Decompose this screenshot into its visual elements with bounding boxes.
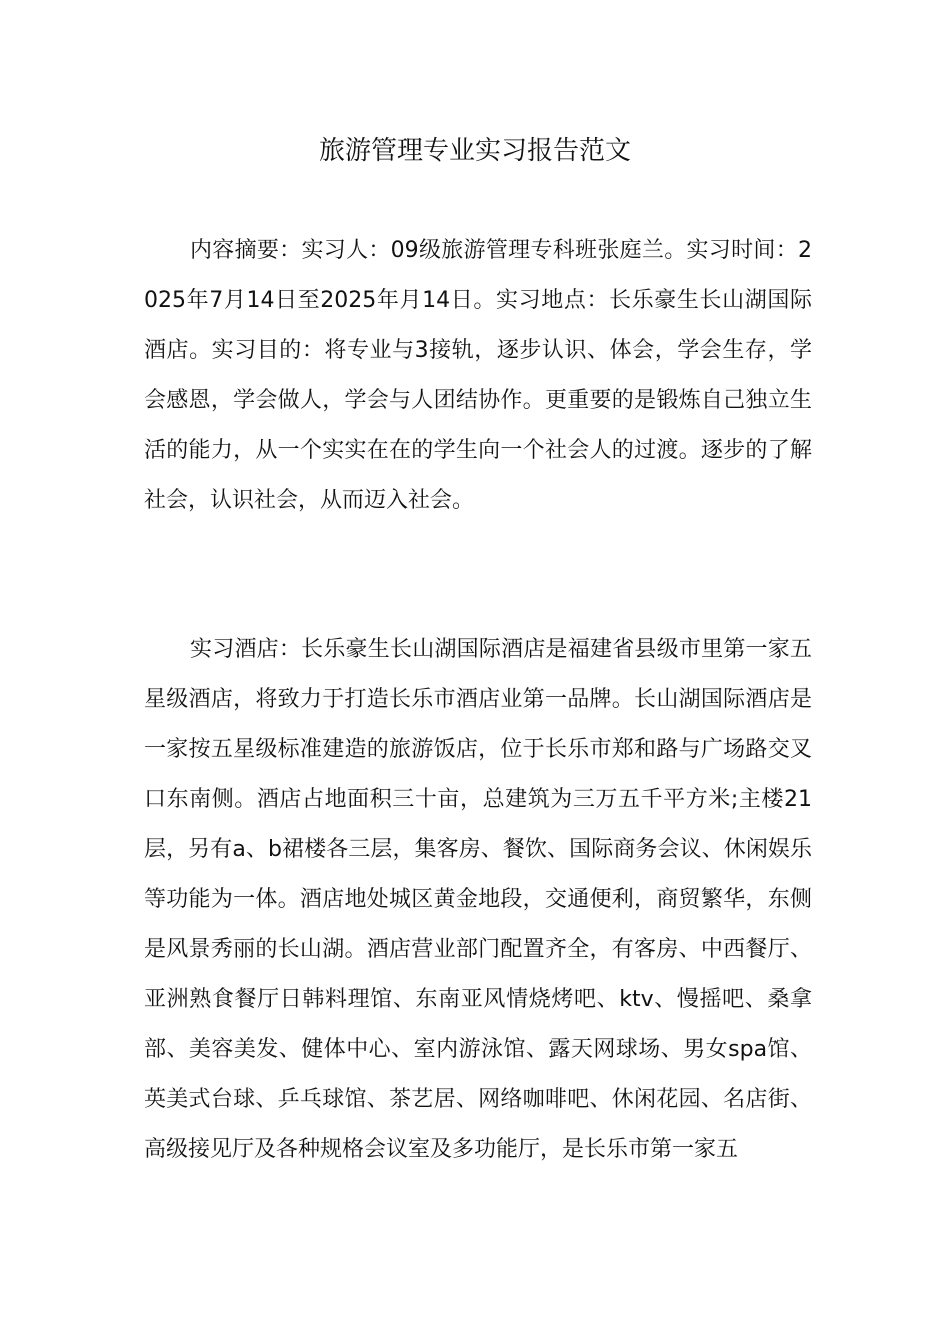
paragraph-hotel: 实习酒店：长乐豪生长山湖国际酒店是福建省县级市里第一家五星级酒店，将致力于打造长乐市酒店业第一品牌。长山湖国际酒店是一家按五星级标准建造的旅游饭店，位于长乐市郑和路与广场路交叉口东南侧。酒店占地面积三十亩，总建筑为三万五千平方米;主楼21层，另有a、b裙楼各三层，集客房、餐饮、国际商务会议、休闲娱乐等功能为一体。酒店地处城区黄金地段，交通便利，商贸繁华，东侧是风景秀丽的长山湖。酒店营业部门配置齐全，有客房、中西餐厅、亚洲熟食餐厅日韩料理馆、东南亚风情烧烤吧、ktv、慢摇吧、桑拿部、美容美发、健体中心、室内游泳馆、露天网球场、男女spa馆、英美式台球、乒乓球馆、茶艺居、网络咖啡吧、休闲花园、名店街、高级接见厅及各种规格会议室及多功能厅，是长乐市第一家五 [144, 637, 812, 1162]
document-title: 旅游管理专业实习报告范文 [318, 136, 631, 166]
paragraph-summary: 内容摘要：实习人：09级旅游管理专科班张庭兰。实习时间：2025年7月14日至2025年月14日。实习地点：长乐豪生长山湖国际酒店。实习目的：将专业与3接轨，逐步认识、体会，学会生存，学会感恩，学会做人，学会与人团结协作。更重要的是锻炼自己独立生活的能力，从一个实实在在的学生向一个社会人的过渡。逐步的了解社会，认识社会，从而迈入社会。 [144, 238, 812, 513]
